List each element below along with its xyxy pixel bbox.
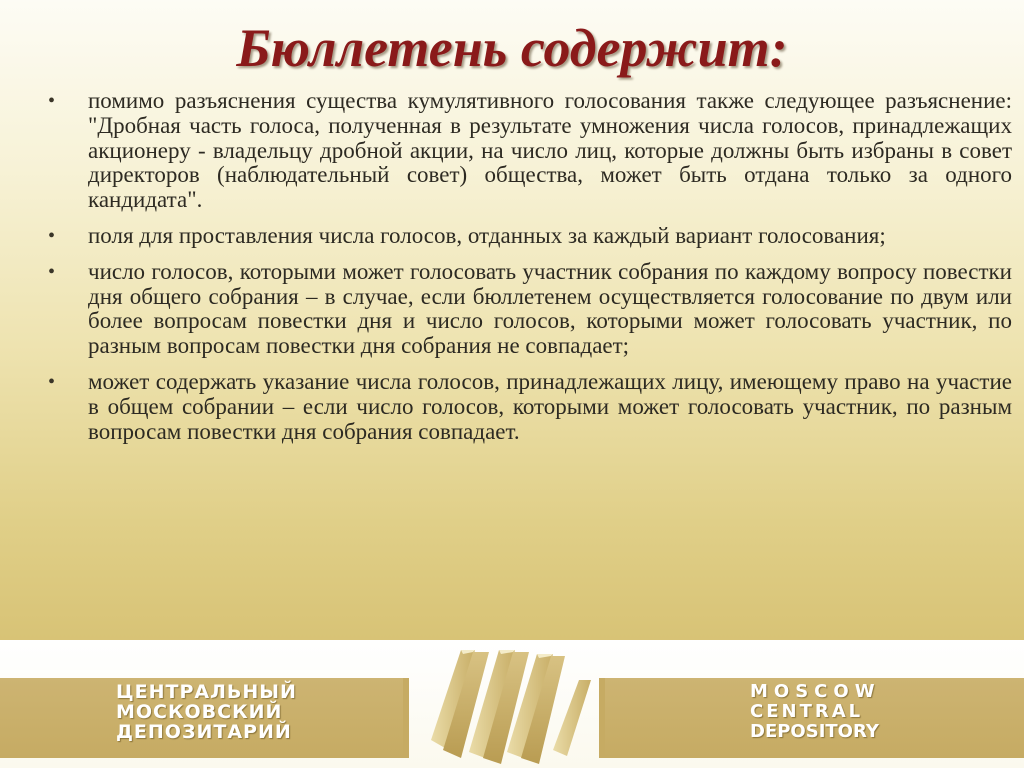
bullet-marker: • xyxy=(48,370,56,393)
depository-emblem-icon xyxy=(403,640,605,768)
footer-banner xyxy=(0,640,1024,768)
logo-ru-line: МОСКОВСКИЙ xyxy=(116,701,283,723)
logo-ru-line: ЦЕНТРАЛЬНЫЙ xyxy=(116,681,297,703)
bullet-marker: • xyxy=(48,224,56,247)
list-item xyxy=(48,224,1012,249)
list-item xyxy=(48,260,1012,359)
list-item xyxy=(48,370,1012,444)
logo-ru-line: ДЕПОЗИТАРИЙ xyxy=(116,721,292,743)
bullet-list xyxy=(48,89,1012,455)
logo-en-line: MOSCOW xyxy=(750,681,881,702)
slide-title: Бюллетень содержит: xyxy=(236,18,788,78)
bullet-text: может содержать указание числа голосов, принадлежащих лицу, имеющему право на участие в общем собрании – если число голосов, которыми может голосовать участник, по разным вопросам повестки дня собрания совпадает. xyxy=(88,368,1012,444)
bullet-text: число голосов, которыми может голосовать участник собрания по каждому вопросу повестки дня общего собрания – в случае, если бюллетенем осуществляется голосование по двум или более вопросам повестки дня и число голосов, которыми может голосовать участник, по разным вопросам повестки дня собрания не совпадает; xyxy=(88,258,1012,359)
bullet-marker: • xyxy=(48,260,56,283)
logo-en-line: DEPOSITORY xyxy=(750,721,879,742)
list-item xyxy=(48,89,1012,213)
bullet-text: помимо разъяснения существа кумулятивного голосования также следующее разъяснение: "Дробная часть голоса, полученная в результате умножения числа голосов, принадлежащих акционеру - владельцу дробной акции, на число лиц, которые должны быть избраны в совет директоров (наблюдательный совет) общества, может быть отдана только за одного кандидата". xyxy=(88,88,1012,213)
bullet-text: поля для проставления числа голосов, отданных за каждый вариант голосования; xyxy=(88,222,886,248)
bullet-marker: • xyxy=(48,90,56,112)
logo-en-line: CENTRAL xyxy=(750,701,864,722)
